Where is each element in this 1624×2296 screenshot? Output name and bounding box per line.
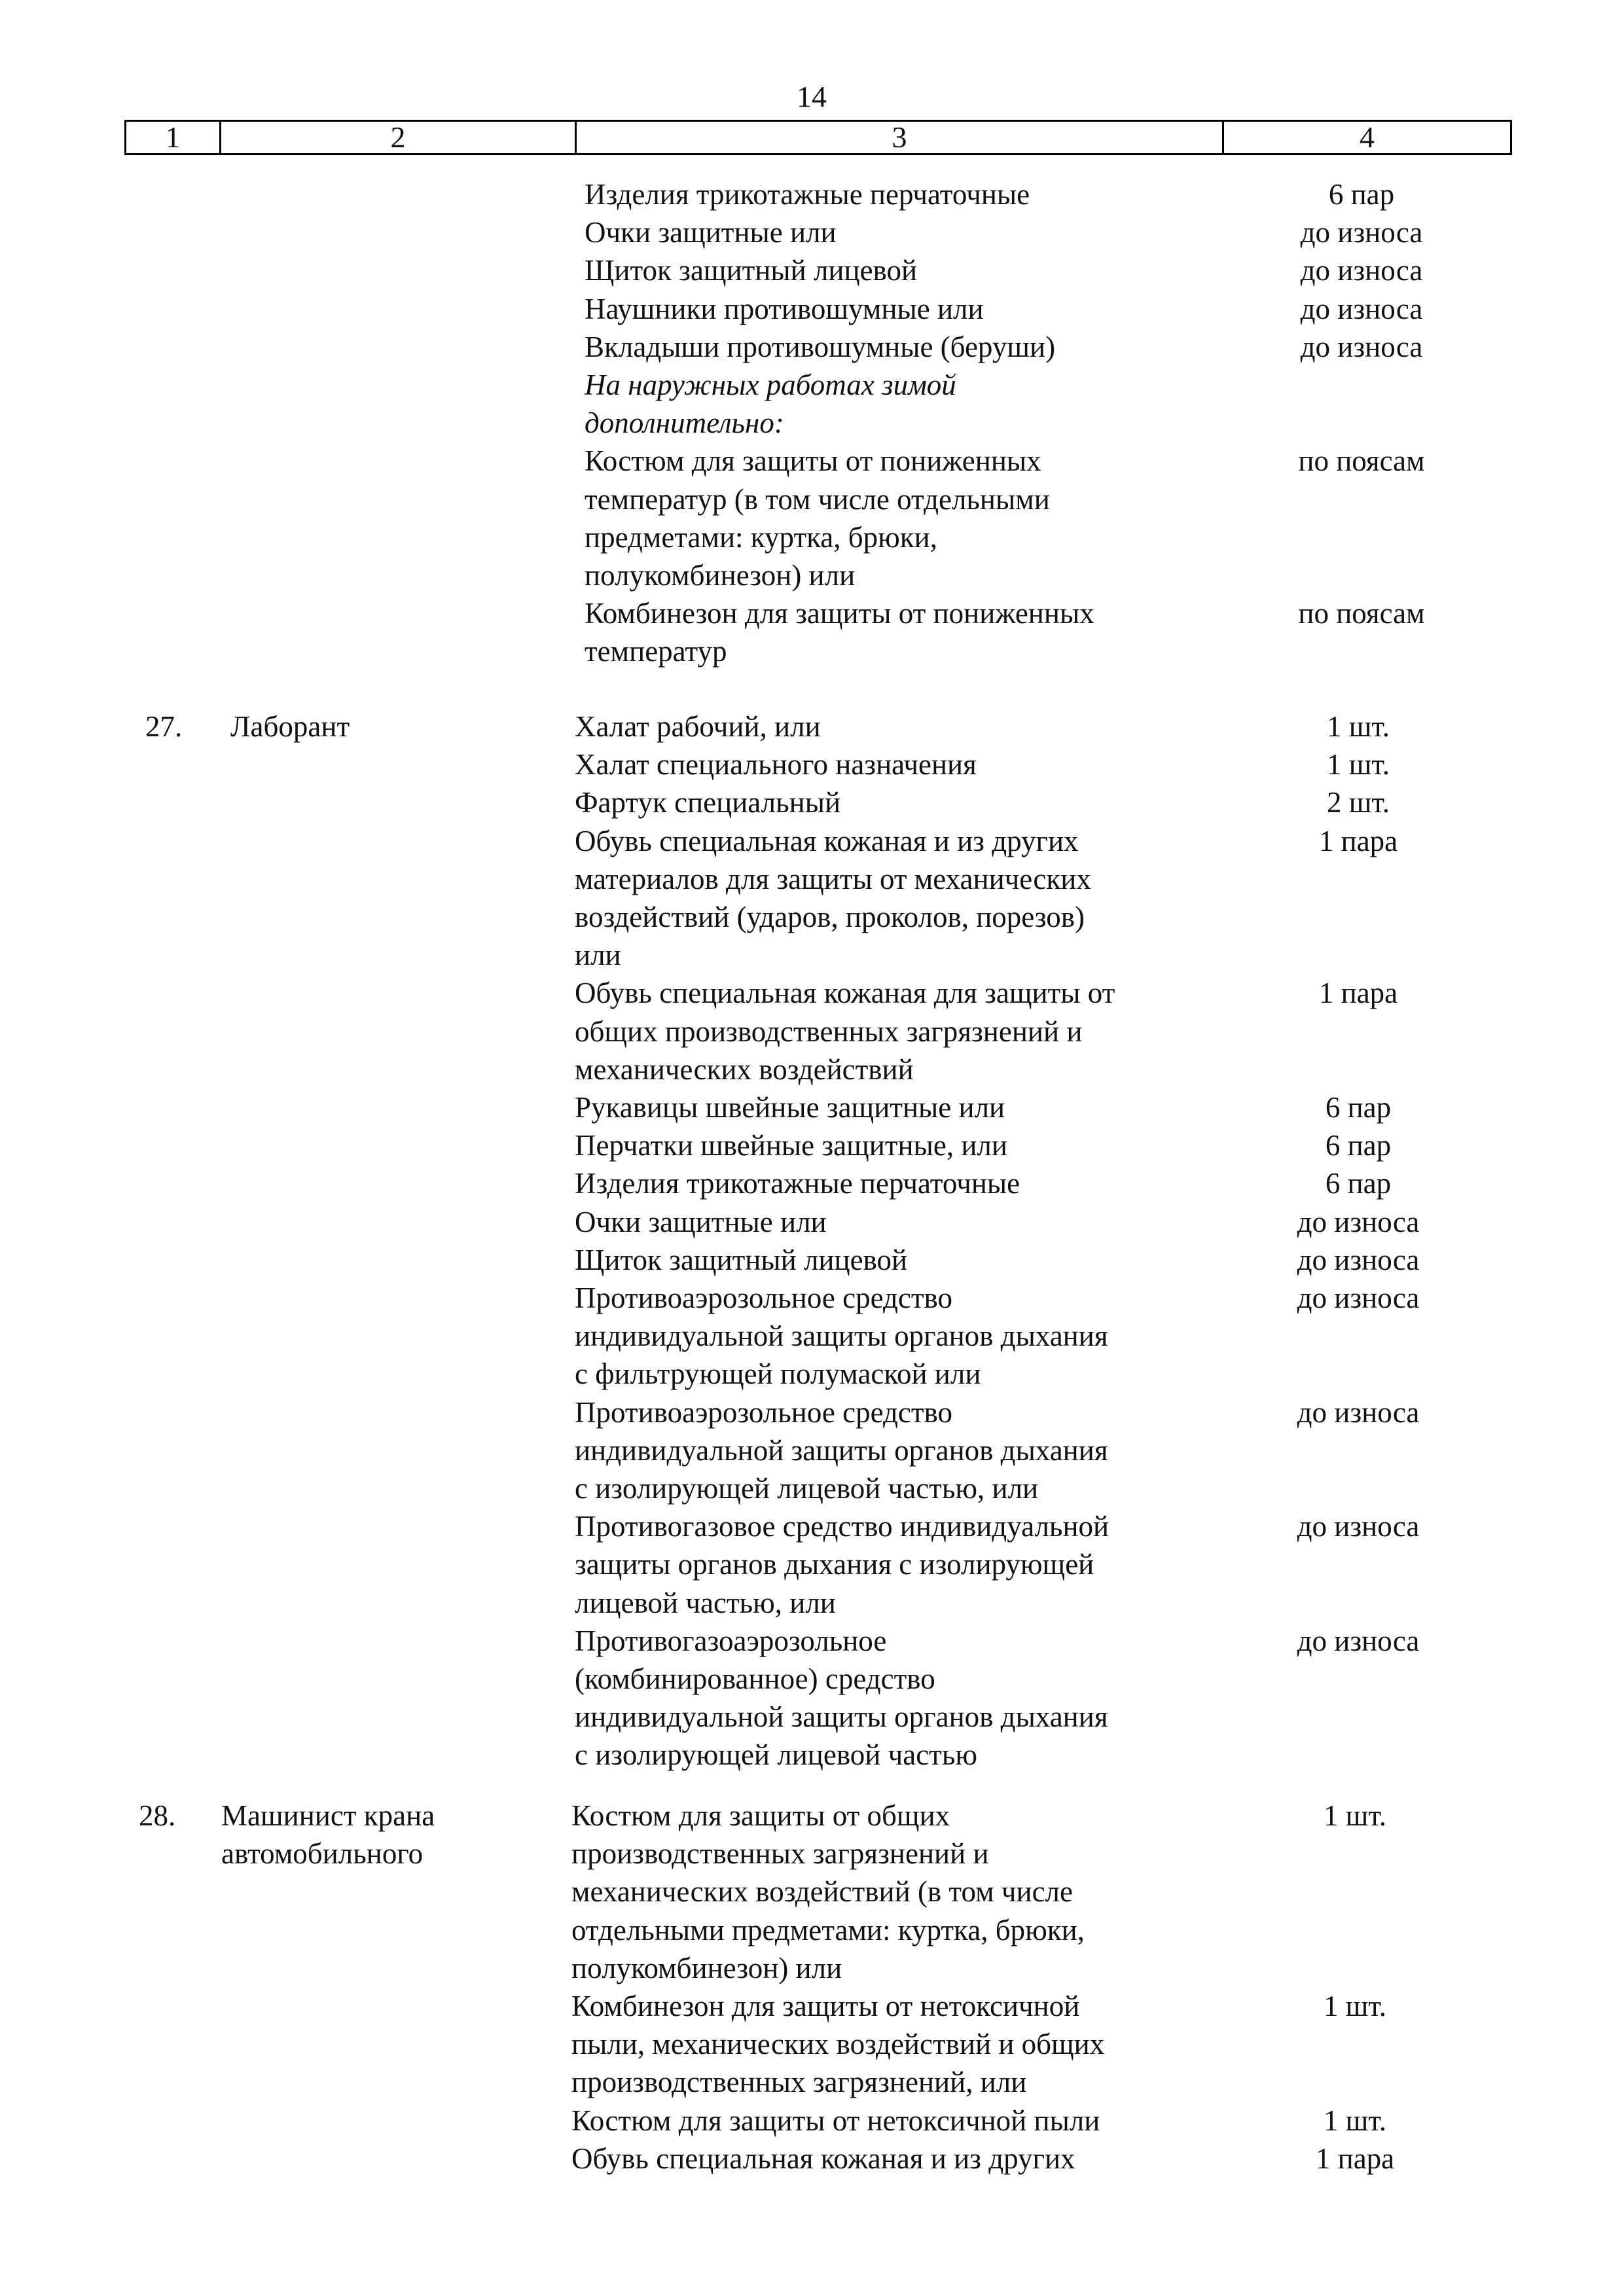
item-text: Костюм для защиты от пониженных (585, 444, 1041, 478)
item-text: отдельными предметами: куртка, брюки, (571, 1913, 1085, 1946)
item-quantity: 6 пар (1325, 1129, 1392, 1162)
item-text: Обувь специальная кожаная для защиты от (575, 977, 1115, 1010)
profession-name: Машинист крана (221, 1799, 435, 1832)
item-text: Комбинезон для защиты от пониженных (585, 597, 1094, 630)
item-text: общих производственных загрязнений и (575, 1014, 1083, 1048)
item-text: Очки защитные или (585, 216, 837, 249)
profession-name: автомобильного (221, 1837, 424, 1871)
item-text: Изделия трикотажные перчаточные (575, 1167, 1020, 1200)
item-quantity: 2 шт. (1327, 786, 1390, 819)
item-text: Перчатки швейные защитные, или (575, 1129, 1007, 1162)
item-text: материалов для защиты от механических (575, 862, 1091, 895)
item-text: Вкладыши противошумные (беруши) (585, 330, 1056, 363)
profession-name: Лаборант (230, 710, 350, 743)
item-text: пыли, механических воздействий и общих (571, 2028, 1105, 2061)
item-text: Противоаэрозольное средство (575, 1395, 952, 1429)
item-quantity: до износа (1300, 254, 1423, 287)
item-text: лицевой частью, или (575, 1586, 836, 1619)
item-text: Рукавицы швейные защитные или (575, 1091, 1005, 1124)
item-text: Халат специального назначения (575, 748, 977, 781)
item-text: индивидуальной защиты органов дыхания (575, 1319, 1108, 1353)
item-quantity: 1 шт. (1327, 710, 1390, 743)
item-text: защиты органов дыхания с изолирующей (575, 1548, 1094, 1581)
item-text: Очки защитные или (575, 1205, 827, 1238)
item-text: Противоаэрозольное средство (575, 1282, 952, 1314)
item-text: с изолирующей лицевой частью, или (575, 1472, 1039, 1505)
item-quantity: 6 пар (1325, 1091, 1392, 1124)
item-quantity: 1 пара (1318, 824, 1398, 857)
item-text: с фильтрующей полумаской или (575, 1357, 981, 1391)
item-text: или (575, 939, 621, 972)
item-quantity: 1 шт. (1327, 748, 1390, 781)
table-header-row (124, 120, 1512, 155)
item-text: предметами: куртка, брюки, (585, 520, 937, 554)
section-number: 27. (145, 710, 183, 743)
item-quantity: до износа (1300, 216, 1423, 249)
item-text: Обувь специальная кожаная и из других (575, 824, 1079, 857)
item-text: Обувь специальная кожаная и из других (571, 2142, 1075, 2175)
header-col-2: 2 (390, 120, 406, 154)
item-quantity: 1 шт. (1324, 1799, 1386, 1832)
item-text: На наружных работах зимой (585, 368, 956, 401)
item-text: Щиток защитный лицевой (585, 254, 918, 287)
item-quantity: 1 шт. (1324, 1990, 1386, 2022)
item-quantity: до износа (1297, 1282, 1420, 1314)
item-text: индивидуальной защиты органов дыхания (575, 1433, 1108, 1467)
item-quantity: 1 пара (1315, 2142, 1395, 2175)
item-text: Противогазоаэрозольное (575, 1624, 887, 1657)
item-text: механических воздействий (в том числе (571, 1875, 1073, 1909)
item-quantity: до износа (1300, 292, 1423, 325)
item-text: температур (585, 635, 727, 668)
header-col-1: 1 (165, 120, 181, 154)
item-quantity: до износа (1297, 1510, 1420, 1543)
item-text: производственных загрязнений, или (571, 2066, 1027, 2099)
item-quantity: до износа (1297, 1205, 1420, 1238)
item-quantity: до износа (1297, 1624, 1420, 1657)
item-quantity: 6 пар (1325, 1167, 1392, 1200)
section-number: 28. (139, 1799, 176, 1832)
item-text: полукомбинезон) или (585, 559, 856, 592)
item-text: Костюм для защиты от нетоксичной пыли (571, 2104, 1100, 2137)
item-quantity: до износа (1300, 330, 1423, 363)
item-text: индивидуальной защиты органов дыхания (575, 1700, 1108, 1734)
header-col-3: 3 (892, 120, 907, 154)
item-text: с изолирующей лицевой частью (575, 1738, 977, 1772)
item-text: производственных загрязнений и (571, 1837, 989, 1871)
item-quantity: по поясам (1298, 444, 1425, 478)
item-text: дополнительно: (585, 406, 784, 440)
item-text: Наушники противошумные или (585, 292, 984, 325)
header-col-4: 4 (1360, 120, 1375, 154)
item-text: температур (в том числе отдельными (585, 482, 1050, 516)
item-quantity: до износа (1297, 1243, 1420, 1276)
item-text: полукомбинезон) или (571, 1951, 842, 1984)
item-quantity: по поясам (1298, 597, 1425, 630)
item-text: (комбинированное) средство (575, 1662, 935, 1695)
item-text: механических воздействий (575, 1052, 914, 1086)
item-text: Комбинезон для защиты от нетоксичной (571, 1990, 1080, 2022)
item-text: Фартук специальный (575, 786, 841, 819)
item-text: Щиток защитный лицевой (575, 1243, 908, 1276)
item-quantity: 1 шт. (1324, 2104, 1386, 2137)
item-quantity: 1 пара (1318, 977, 1398, 1010)
item-text: Халат рабочий, или (575, 710, 821, 743)
item-text: Изделия трикотажные перчаточные (585, 178, 1030, 211)
item-quantity: 6 пар (1328, 178, 1395, 211)
item-text: Костюм для защиты от общих (571, 1799, 950, 1832)
item-text: Противогазовое средство индивидуальной (575, 1510, 1110, 1543)
item-quantity: до износа (1297, 1395, 1420, 1429)
page-number: 14 (797, 80, 827, 113)
item-text: воздействий (ударов, проколов, порезов) (575, 901, 1085, 933)
